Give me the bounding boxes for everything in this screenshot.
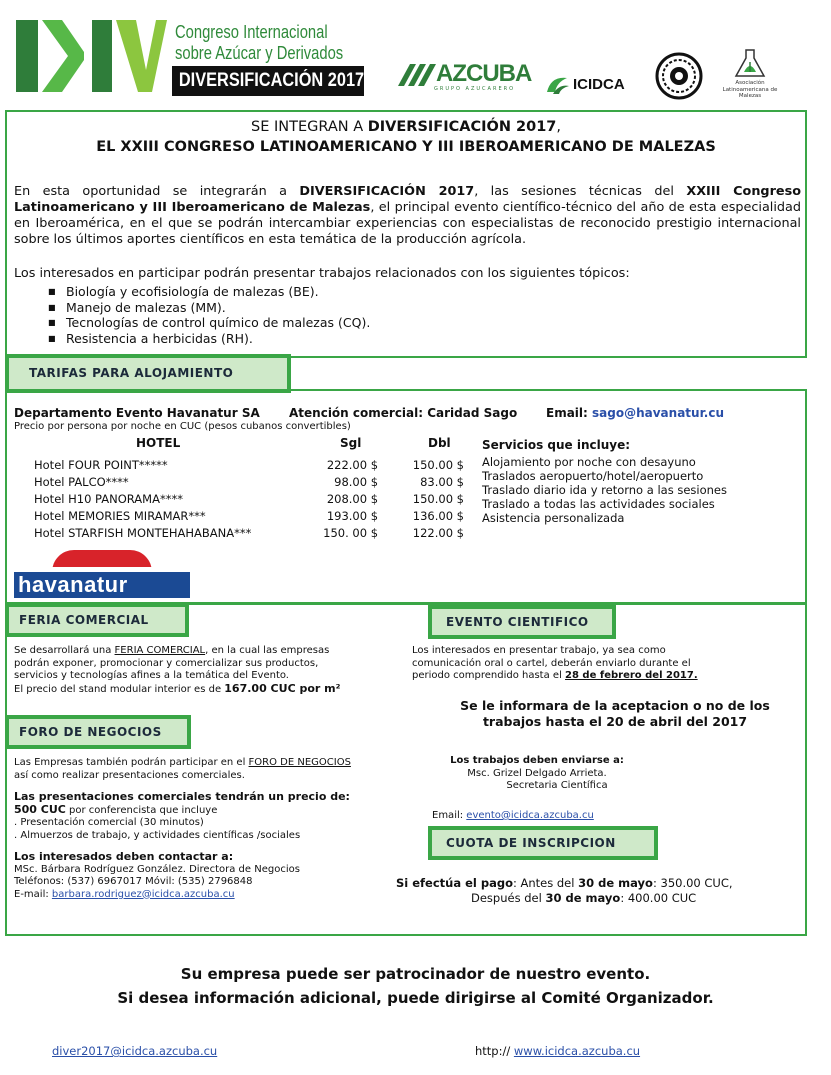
hotel-dbl-cell: 150.00 $ [412, 491, 464, 506]
intro-title2: EL XXIII CONGRESO LATINOAMERICANO Y III IBEROAMERICANO DE MALEZAS [96, 139, 716, 155]
evento-tag: EVENTO CIENTIFICO [428, 605, 616, 639]
icidca-logo: ICIDCA [545, 72, 640, 98]
congress-line2: sobre Azúcar y Derivados [175, 43, 344, 63]
precio-note: Precio por persona por noche en CUC (pesos cubanos convertibles) [14, 421, 351, 432]
services [482, 436, 802, 525]
malezas-logo: Asociación Latinoamericana de Malezas [720, 48, 780, 100]
list-item: ■ Resistencia a herbicidas (RH). [44, 331, 370, 347]
evento-email-link[interactable]: evento@icidca.azcuba.cu [466, 810, 594, 821]
table-row [34, 456, 464, 473]
hotel-name-cell: Hotel STARFISH MONTEHAHABANA*** [34, 525, 252, 540]
services-title: Servicios que incluye: [482, 438, 631, 452]
hotel-sgl-cell: 208.00 $ [326, 491, 379, 506]
foro-text: Las Empresas también podrán participar en el FORO DE NEGOCIOS así como realizar presentaciones comerciales. Las presentaciones comerciales tendrán un precio de: 500 CUC por conferencista que incluye . Presentación comercial (30 minutos) . Almuerzos de trabajo, y actividades científicas /sociales Los interesados deben contactar a: MSc. Bárbara Rodríguez González. Directora de Negocios Teléfonos: (537) 6967017 Móvil: (535) 2796848 E-mail: barbara.rodriguez@icidca.azcuba.cu [14, 757, 351, 900]
feria-tag: FERIA COMERCIAL [5, 603, 189, 637]
list-item: Traslado a todas las actividades sociales [482, 497, 715, 511]
cuota-text: Si efectúa el pago: Antes del 30 de mayo: 350.00 CUC, Después del 30 de mayo: 400.00 CUC [396, 876, 733, 905]
list-item: Asistencia personalizada [482, 511, 625, 525]
tarifas-tag: TARIFAS PARA ALOJAMIENTO [5, 354, 291, 393]
enviar-block: Los trabajos deben enviarse a: Msc. Grizel Delgado Arrieta. Secretaria Científica [450, 755, 624, 791]
cuota-tag: CUOTA DE INSCRIPCION [428, 826, 658, 860]
hotel-sgl-cell: 98.00 $ [334, 474, 379, 489]
evento-text: Los interesados en presentar trabajo, ya sea como comunicación oral o cartel, deberán enviarlo durante el periodo comprendido hasta el 28 de febrero del 2017. [412, 645, 698, 681]
foro-link[interactable]: FORO DE NEGOCIOS [248, 757, 351, 768]
list-item: Traslado diario ida y retorno a las sesiones [482, 483, 727, 497]
hotel-dbl-cell: 122.00 $ [412, 525, 464, 540]
hotel-dbl-cell: 136.00 $ [412, 508, 464, 523]
list-item: ■ Tecnologías de control químico de malezas (CQ). [44, 315, 370, 331]
feria-link[interactable]: FERIA COMERCIAL [114, 645, 206, 656]
footer-line1: Su empresa puede ser patrocinador de nuestro evento. [180, 965, 651, 983]
aceptacion-note: Se le informara de la aceptacion o no de los trabajos hasta el 20 de abril del 2017 [460, 698, 770, 729]
topic-list [44, 284, 370, 346]
hotel-dbl-cell: 83.00 $ [420, 474, 464, 489]
email-link[interactable]: sago@havanatur.cu [592, 406, 724, 420]
hotel-sgl-cell: 193.00 $ [326, 508, 379, 523]
hotel-name-cell: Hotel H10 PANORAMA**** [34, 491, 183, 506]
footer-email[interactable]: diver2017@icidca.azcuba.cu [52, 1044, 218, 1058]
havanatur-logo: havanatur [14, 550, 190, 598]
col-dbl: Dbl [428, 436, 451, 450]
intro-topics-lead: Los interesados en participar podrán presentar trabajos relacionados con los siguientes tópicos: [14, 266, 630, 281]
table-row [34, 524, 464, 541]
hotel-sgl-cell: 150. 00 $ [323, 525, 379, 540]
xiv-logo [12, 14, 167, 96]
feria-text: Se desarrollará una FERIA COMERCIAL, en la cual las empresas podrán exponer, promocionar y comercializar sus productos, servicios y tecnologías afines a la temática del Evento. El precio del stand modular interior es de 167.00 CUC por m² [14, 645, 341, 695]
list-item: Traslados aeropuerto/hotel/aeropuerto [482, 469, 704, 483]
foro-email-link[interactable]: barbara.rodriguez@icidca.azcuba.cu [51, 888, 235, 900]
footer-web: http:// www.icidca.azcuba.cu [475, 1044, 641, 1058]
seal-logo [655, 52, 703, 100]
list-item: ■ Manejo de malezas (MM). [44, 300, 370, 316]
intro-title1: SE INTEGRAN A DIVERSIFICACIÓN 2017, [251, 119, 561, 135]
evento-email: Email: evento@icidca.azcuba.cu [432, 810, 594, 821]
col-sgl: Sgl [340, 436, 362, 450]
col-hotel: HOTEL [136, 436, 181, 450]
table-row [34, 473, 464, 490]
table-row [34, 507, 464, 524]
table-row [34, 490, 464, 507]
congress-banner: DIVERSIFICACIÓN 2017 [172, 66, 364, 96]
hotel-name-cell: Hotel MEMORIES MIRAMAR*** [34, 508, 206, 523]
hotel-name-cell: Hotel PALCO**** [34, 474, 129, 489]
hotel-name-cell: Hotel FOUR POINT***** [34, 457, 168, 472]
header [0, 0, 831, 108]
azcuba-logo: AZCUBA GRUPO AZUCARERO [396, 60, 521, 96]
intro-paragraph: En esta oportunidad se integrarán a DIVERSIFICACIÓN 2017, las sesiones técnicas del XXIII Congreso Latinoamericano y III Iberoamericano de Malezas, el principal evento científico-técnico del año de esta especialidad en Iberoamérica, en el que se podrán intercambiar experiencias con especialistas de reconocido prestigio internacional sobre los últimos aportes científicos en esta temática de la producción agrícola. [14, 184, 802, 247]
list-item: ■ Biología y ecofisiología de malezas (BE). [44, 284, 370, 300]
hotel-dbl-cell: 150.00 $ [412, 457, 464, 472]
list-item: Alojamiento por noche con desayuno [482, 455, 696, 469]
footer-line2: Si desea información adicional, puede dirigirse al Comité Organizador. [117, 989, 714, 1007]
foro-tag: FORO DE NEGOCIOS [5, 715, 191, 749]
website-link[interactable]: www.icidca.azcuba.cu [513, 1044, 641, 1058]
congress-line1: Congreso Internacional [175, 22, 328, 42]
hotel-sgl-cell: 222.00 $ [326, 457, 379, 472]
hotel-rows [34, 456, 464, 541]
